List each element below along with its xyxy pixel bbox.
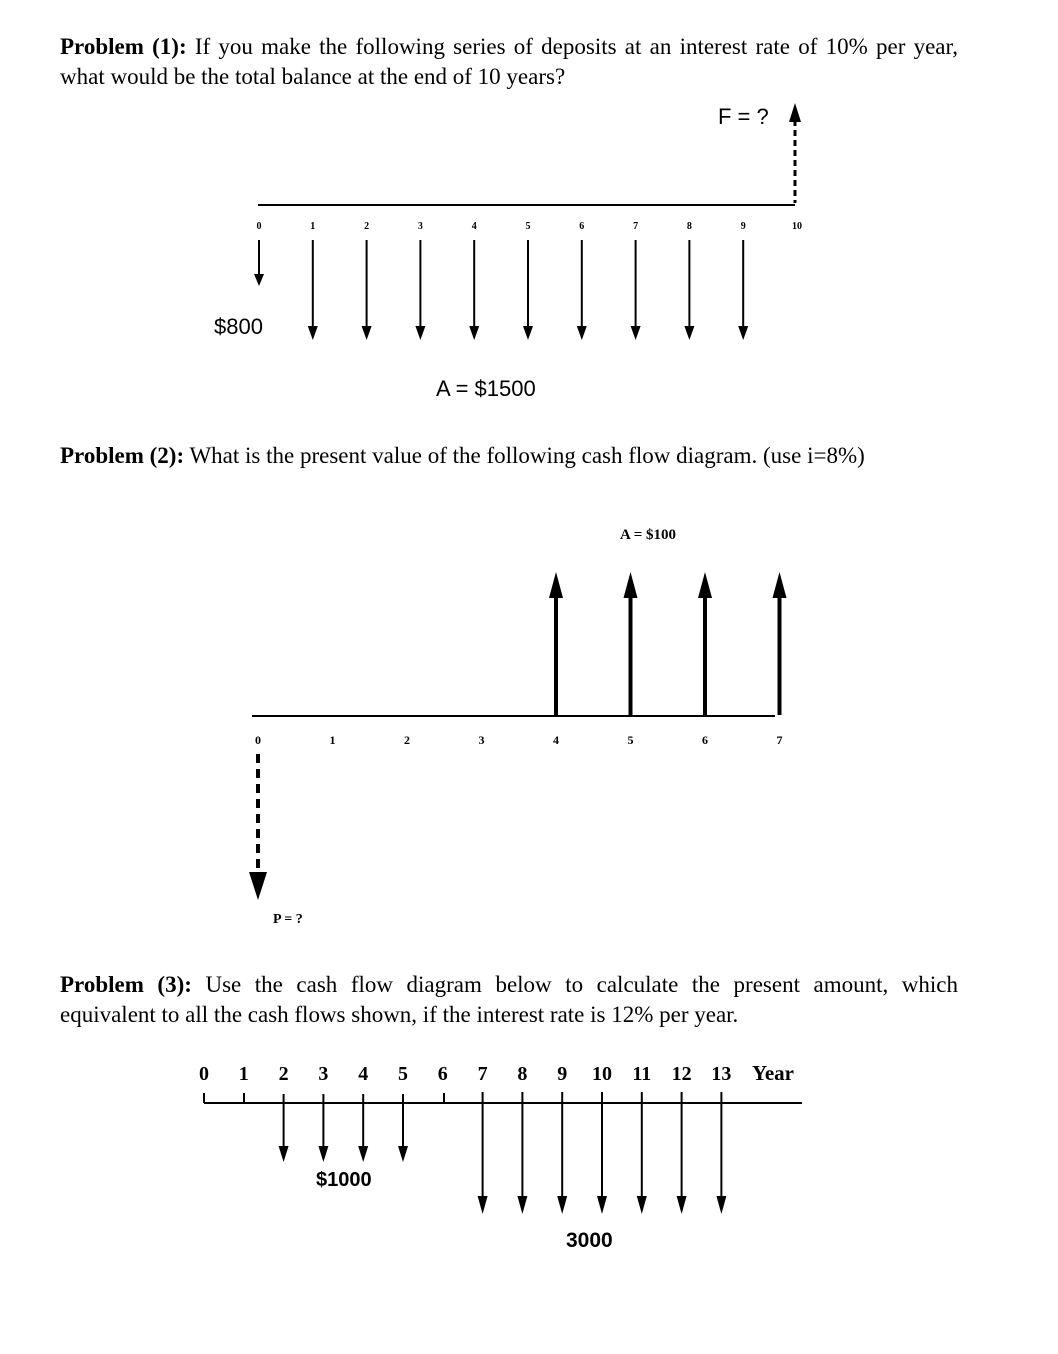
payment-3000-arrow-7-head xyxy=(478,1196,488,1214)
problem-2-cash-flow-diagram xyxy=(0,510,1058,930)
period-label-8: 8 xyxy=(517,1063,528,1085)
period-label-4: 4 xyxy=(358,1063,369,1085)
problem-3-body: Use the cash flow diagram below to calculate the present amount, which equivalent to all the cash flows shown, if the interest rate is 12% per year. xyxy=(60,972,958,1027)
annuity-arrow-3-head xyxy=(415,326,425,340)
payment-1000-arrow-3-head xyxy=(318,1146,328,1162)
period-label-6: 6 xyxy=(437,1063,448,1085)
year-label: Year xyxy=(752,1061,794,1085)
receipt-arrow-6-head xyxy=(698,572,712,598)
period-label-10: 10 xyxy=(592,1063,612,1085)
period-label-6: 6 xyxy=(702,733,708,747)
period-label-4: 4 xyxy=(471,221,477,232)
period-label-13: 13 xyxy=(711,1063,732,1085)
initial-deposit-arrow-head xyxy=(254,274,264,286)
period-label-11: 11 xyxy=(632,1063,652,1085)
period-label-5: 5 xyxy=(398,1063,408,1085)
problem-2-heading: Problem (2): xyxy=(60,443,185,468)
receipt-arrow-4-head xyxy=(549,572,563,598)
problem-1-heading: Problem (1): xyxy=(60,34,187,59)
period-label-9: 9 xyxy=(557,1063,568,1085)
period-label-7: 7 xyxy=(477,1063,488,1085)
initial-deposit-label: $800 xyxy=(214,314,263,339)
period-label-2: 2 xyxy=(278,1063,289,1085)
present-value-label: P = ? xyxy=(273,912,303,927)
payment-3000-arrow-8-head xyxy=(517,1196,527,1214)
payment-1000-arrow-2-head xyxy=(279,1146,289,1162)
annuity-arrow-9-head xyxy=(738,326,748,340)
future-value-arrowhead xyxy=(789,103,801,122)
payment-3000-arrow-10-head xyxy=(597,1196,607,1214)
period-label-7: 7 xyxy=(633,221,639,232)
annuity-arrow-2-head xyxy=(362,326,372,340)
payment-3000-arrow-13-head xyxy=(716,1196,726,1214)
payment-3000-arrow-9-head xyxy=(557,1196,567,1214)
payment-3000-arrow-12-head xyxy=(677,1196,687,1214)
period-label-0: 0 xyxy=(255,733,261,747)
period-label-0: 0 xyxy=(199,1063,209,1085)
problem-1-body: If you make the following series of deposits at an interest rate of 10% per year, what would be the total balance at the end of 10 years? xyxy=(60,34,958,89)
problem-1-cash-flow-diagram xyxy=(0,0,1058,420)
payment-3000-arrow-11-head xyxy=(637,1196,647,1214)
period-label-1: 1 xyxy=(238,1063,249,1085)
period-label-3: 3 xyxy=(318,1063,329,1085)
annuity-arrow-7-head xyxy=(631,326,641,340)
annuity-label: A = $1500 xyxy=(436,376,536,401)
period-label-6: 6 xyxy=(579,221,585,232)
annuity-label: A = $100 xyxy=(620,527,677,543)
period-label-1: 1 xyxy=(329,733,336,747)
period-label-0: 0 xyxy=(256,221,262,232)
period-label-4: 4 xyxy=(553,733,559,747)
problem-3-text xyxy=(60,970,958,1030)
annuity-arrow-5-head xyxy=(523,326,533,340)
annuity-arrow-8-head xyxy=(684,326,694,340)
receipt-arrow-5-head xyxy=(624,572,638,598)
period-label-10: 10 xyxy=(792,221,802,232)
period-label-9: 9 xyxy=(740,221,746,232)
period-label-5: 5 xyxy=(627,733,634,747)
payment-1000-arrow-4-head xyxy=(358,1146,368,1162)
large-payment-label: 3000 xyxy=(566,1229,613,1252)
problem-2-text xyxy=(60,441,958,471)
annuity-arrow-1-head xyxy=(308,326,318,340)
receipt-arrow-7-head xyxy=(773,572,787,598)
problem-3-heading: Problem (3): xyxy=(60,972,192,997)
annuity-arrow-4-head xyxy=(469,326,479,340)
period-label-12: 12 xyxy=(671,1063,692,1085)
annuity-arrow-6-head xyxy=(577,326,587,340)
period-label-8: 8 xyxy=(686,221,692,232)
problem-3-cash-flow-diagram xyxy=(0,1050,1058,1310)
period-label-2: 2 xyxy=(404,733,410,747)
period-label-3: 3 xyxy=(417,221,423,232)
period-label-2: 2 xyxy=(364,221,370,232)
period-label-7: 7 xyxy=(776,733,783,747)
payment-1000-arrow-5-head xyxy=(398,1146,408,1162)
small-payment-label: $1000 xyxy=(316,1169,372,1191)
present-value-arrowhead xyxy=(249,872,267,900)
future-value-label: F = ? xyxy=(718,104,769,129)
problem-2-body: What is the present value of the following cash flow diagram. (use i=8%) xyxy=(189,443,865,468)
period-label-3: 3 xyxy=(478,733,485,747)
period-label-1: 1 xyxy=(310,221,316,232)
period-label-5: 5 xyxy=(525,221,531,232)
